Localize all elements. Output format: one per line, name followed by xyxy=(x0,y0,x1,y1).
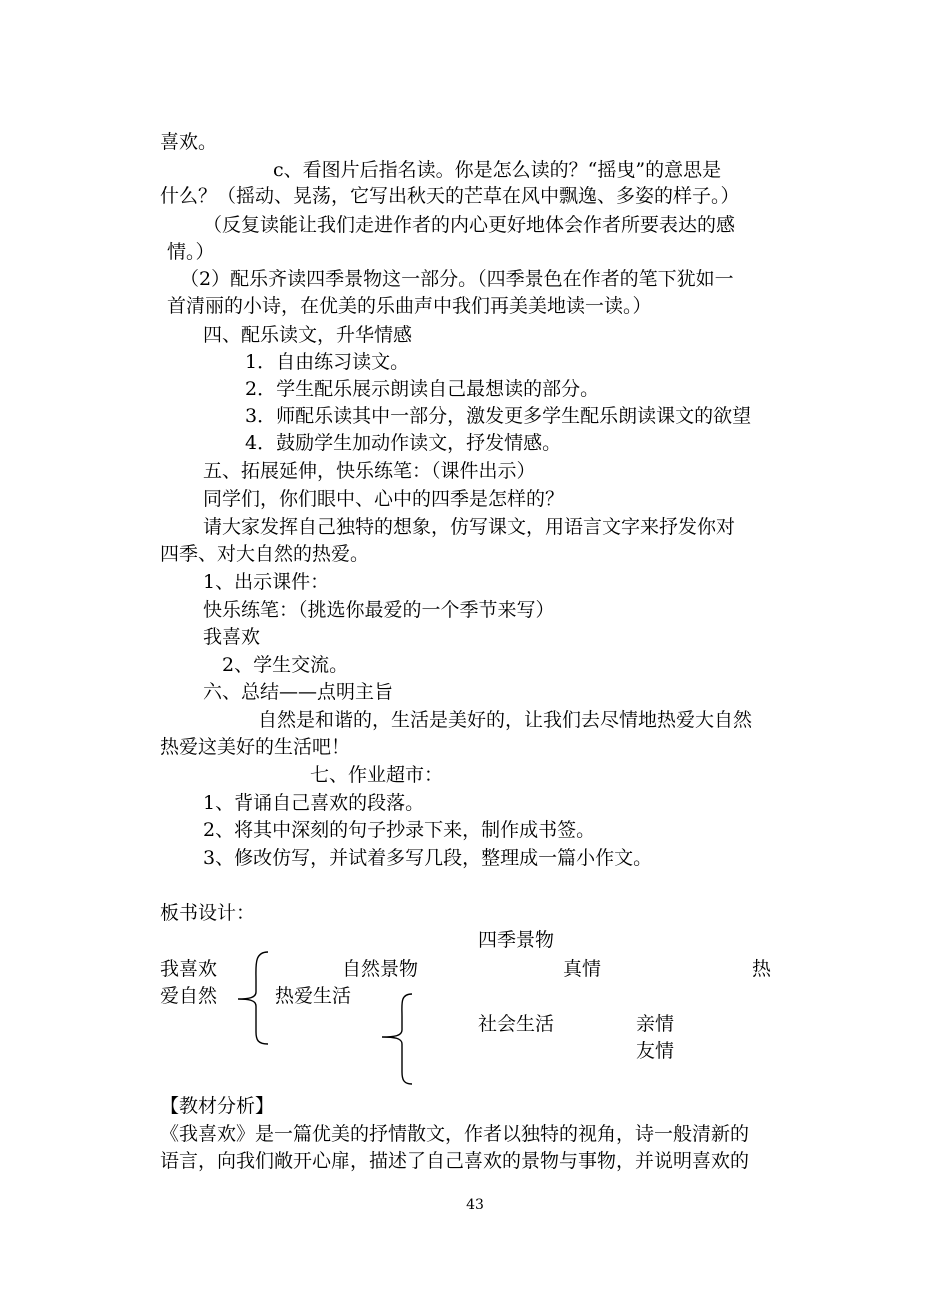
text-line: （反复读能让我们走进作者的内心更好地体会作者所要表达的感 xyxy=(203,214,736,236)
text-line: 四季、对大自然的热爱。 xyxy=(160,543,370,565)
text-line: 什么？（摇动、晃荡，它写出秋天的芒草在风中飘逸、多姿的样子。） xyxy=(160,185,740,207)
text-line: 喜欢。 xyxy=(160,131,218,153)
text-line: 首清丽的小诗，在优美的乐曲声中我们再美美地读一读。） xyxy=(167,295,652,317)
text-line: 《我喜欢》是一篇优美的抒情散文，作者以独特的视角，诗一般清新的 xyxy=(160,1123,750,1145)
text-line: 请大家发挥自己独特的想象，仿写课文，用语言文字来抒发你对 xyxy=(203,516,736,538)
board-label: 真情 xyxy=(563,958,602,980)
board-label: 自然景物 xyxy=(342,958,419,980)
section-heading: 七、作业超市： xyxy=(310,764,444,786)
board-label: 热爱生活 xyxy=(275,985,352,1007)
board-label: 热 xyxy=(752,958,772,980)
text-line: （2）配乐齐读四季景物这一部分。（四季景色在作者的笔下犹如一 xyxy=(180,268,734,290)
text-line: 我喜欢 xyxy=(203,626,261,648)
list-item: 4．鼓励学生加动作读文，抒发情感。 xyxy=(245,432,562,454)
text-line: 自然是和谐的，生活是美好的，让我们去尽情地热爱大自然 xyxy=(258,709,753,731)
list-item: 1、背诵自己喜欢的段落。 xyxy=(203,792,425,814)
list-item: 1．自由练习读文。 xyxy=(245,351,410,373)
board-label: 亲情 xyxy=(636,1013,675,1035)
list-item: 2．学生配乐展示朗读自己最想读的部分。 xyxy=(245,378,600,400)
section-heading: 六、总结——点明主旨 xyxy=(203,681,394,703)
text-line: 热爱这美好的生活吧！ xyxy=(160,736,351,758)
left-brace-icon xyxy=(228,948,278,1048)
section-heading: 四、配乐读文，升华情感 xyxy=(203,324,413,346)
text-line: c、看图片后指名读。你是怎么读的？“摇曳”的意思是 xyxy=(273,159,722,181)
text-line: 语言，向我们敞开心扉，描述了自己喜欢的景物与事物，并说明喜欢的 xyxy=(160,1150,750,1172)
board-label: 社会生活 xyxy=(478,1013,555,1035)
list-item: 2、将其中深刻的句子抄录下来，制作成书签。 xyxy=(203,819,596,841)
list-item: 3、修改仿写，并试着多写几段，整理成一篇小作文。 xyxy=(203,847,653,869)
text-line: 同学们，你们眼中、心中的四季是怎样的？ xyxy=(203,488,565,510)
text-line: 快乐练笔：（挑选你最爱的一个季节来写） xyxy=(203,599,555,621)
list-item: 3．师配乐读其中一部分，激发更多学生配乐朗读课文的欲望 xyxy=(245,405,752,427)
section-heading: 【教材分析】 xyxy=(160,1095,275,1117)
board-label: 友情 xyxy=(636,1040,675,1062)
text-line: 情。） xyxy=(167,241,215,263)
text-line: 板书设计： xyxy=(160,902,256,924)
page-number: 43 xyxy=(466,1197,484,1213)
left-brace-icon xyxy=(372,990,422,1090)
board-label: 四季景物 xyxy=(478,929,555,951)
section-heading: 五、拓展延伸，快乐练笔：（课件出示） xyxy=(203,460,536,482)
text-line: 2、学生交流。 xyxy=(222,654,349,676)
board-label: 爱自然 xyxy=(160,985,218,1007)
board-label: 我喜欢 xyxy=(160,958,218,980)
text-line: 1、出示课件： xyxy=(203,571,330,593)
